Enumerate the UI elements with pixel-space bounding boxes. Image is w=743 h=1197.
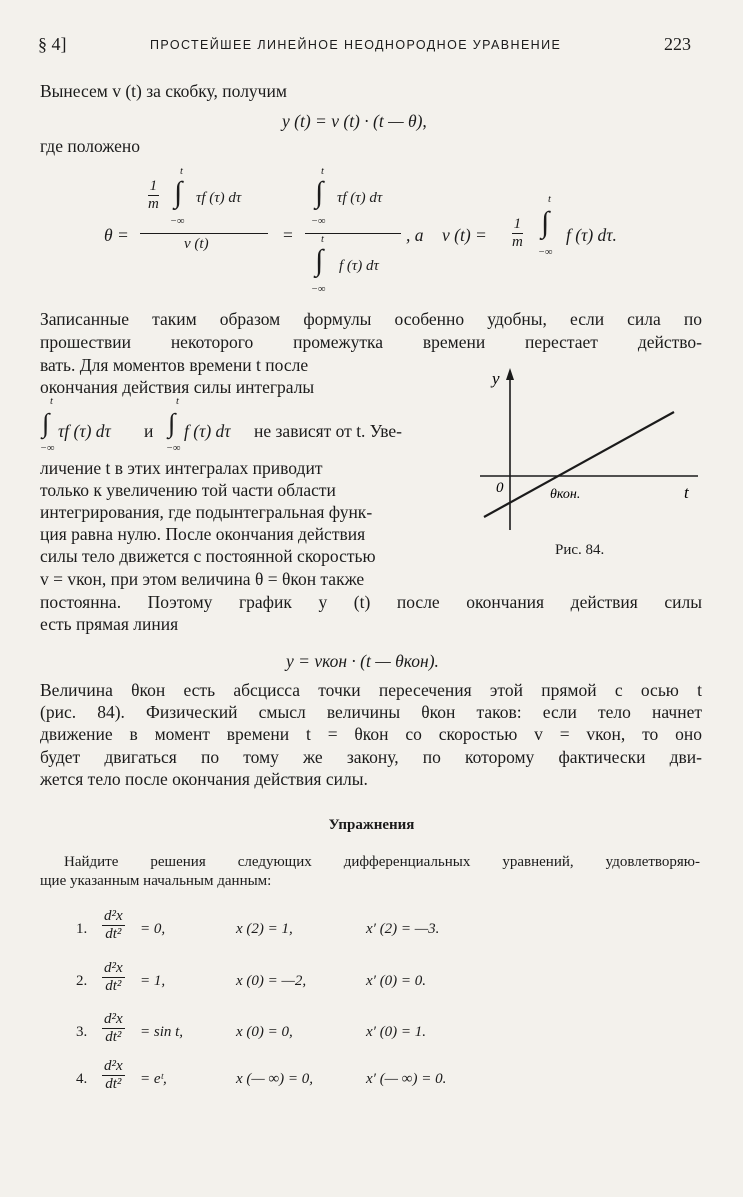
- initial-condition-x: x (— ∞) = 0,: [236, 1071, 314, 1087]
- fraction-num: d²x: [104, 1011, 123, 1027]
- equals-sign: =: [283, 225, 293, 245]
- lower-limit: −∞: [311, 216, 326, 227]
- int2-sign: ∫: [168, 408, 176, 438]
- para2-line-5: жется тело после окончания действия силы.: [40, 769, 368, 789]
- integral-sign: ∫: [315, 176, 324, 209]
- upper-limit: t: [321, 166, 324, 177]
- integral-sign: ∫: [174, 176, 183, 209]
- t-axis-label: t: [684, 483, 689, 502]
- origin-label: 0: [496, 480, 504, 496]
- int1-upper: t: [50, 396, 53, 407]
- coef-1-over-m: [146, 178, 161, 213]
- derivative-fraction: [102, 960, 125, 995]
- exercise-number: 1.: [76, 921, 88, 937]
- initial-condition-x: x (2) = 1,: [236, 921, 293, 937]
- para1-wrap-3: не зависят от t. Уве-: [254, 421, 402, 441]
- fraction-den: dt²: [105, 1076, 122, 1092]
- int1-integrand: τf (τ) dτ: [58, 421, 111, 441]
- integrand: τf (τ) dτ: [196, 190, 242, 206]
- fraction-den: dt²: [105, 926, 122, 942]
- intro-line2: где положено: [40, 136, 141, 156]
- rhs: = 0,: [140, 921, 166, 937]
- equation-y-of-t: y (t) = v (t) · (t — θ),: [282, 111, 427, 131]
- lower-limit: −∞: [311, 284, 326, 295]
- para1-wrap-8: силы тело движется с постоянной скоростью: [40, 546, 376, 566]
- para1-wrap-1: вать. Для моментов времени t после: [40, 355, 309, 375]
- y-axis-label: y: [492, 369, 500, 388]
- figure-84: [470, 360, 710, 570]
- v-lhs: v (t) =: [442, 225, 487, 245]
- fraction-num: d²x: [104, 908, 123, 924]
- para1-wrap-2: окончания действия силы интегралы: [40, 377, 315, 397]
- initial-condition-xprime: x′ (2) = —3.: [366, 921, 440, 937]
- int2-integrand: f (τ) dτ: [184, 421, 231, 441]
- lower-limit: −∞: [170, 216, 185, 227]
- para1-wrap-6: интегрирования, где подынтегральная функ-: [40, 502, 373, 522]
- fraction-num: d²x: [104, 1058, 123, 1074]
- initial-condition-xprime: x′ (0) = 0.: [366, 973, 427, 989]
- y-axis-arrow: [506, 368, 514, 380]
- para1-wrap-5: только к увеличению той части области: [40, 480, 336, 500]
- coef-den: m: [148, 196, 159, 212]
- upper-limit: t: [180, 166, 183, 177]
- v-coef: [510, 216, 525, 251]
- theta-kon-label: θкон.: [550, 487, 581, 502]
- para2-line-3: движение в момент времени t = θкон со скоростью v = vкон, то оно: [40, 724, 702, 744]
- rhs: = 1,: [140, 973, 166, 989]
- initial-condition-xprime: x′ (— ∞) = 0.: [366, 1071, 447, 1087]
- para1-line-1: Записанные таким образом формулы особенно удобны, если сила по: [40, 309, 702, 329]
- v-integral-sign: ∫: [541, 206, 550, 239]
- v-lower-limit: −∞: [538, 247, 553, 258]
- para1-wrap-7: ция равна нулю. После окончания действия: [40, 524, 366, 544]
- exercise-number: 3.: [76, 1024, 88, 1040]
- fraction-bar: [140, 233, 268, 234]
- initial-condition-x: x (0) = —2,: [236, 973, 307, 989]
- exercises-intro-1: Найдите решения следующих дифференциальных уравнений, удовлетворяю-: [64, 854, 700, 870]
- coef-den: m: [512, 234, 523, 250]
- rhs: = sin t,: [140, 1024, 184, 1040]
- para2-line-1: Величина θкон есть абсцисса точки пересечения этой прямой с осью t: [40, 680, 702, 700]
- denominator: v (t): [184, 236, 209, 252]
- initial-condition-x: x (0) = 0,: [236, 1024, 293, 1040]
- derivative-fraction: [102, 1011, 125, 1046]
- v-upper-limit: t: [548, 194, 551, 205]
- para1-end-1: постоянна. Поэтому график y (t) после окончания действия силы: [40, 592, 702, 612]
- int1-lower: −∞: [40, 443, 55, 454]
- fraction-bar: [305, 233, 401, 234]
- exercises-intro-2: щие указанным начальным данным:: [40, 873, 272, 889]
- v-integrand: f (τ) dτ.: [566, 225, 617, 245]
- equation-line: y = vкон · (t — θкон).: [286, 651, 439, 671]
- int2-lower: −∞: [166, 443, 181, 454]
- numerator-integrand: τf (τ) dτ: [337, 190, 383, 206]
- fraction-num: d²x: [104, 960, 123, 976]
- page-number: 223: [664, 34, 691, 54]
- derivative-fraction: [102, 1058, 125, 1093]
- figure-84-graphic: [470, 360, 710, 570]
- para1-wrap-4: личение t в этих интегралах приводит: [40, 458, 323, 478]
- initial-condition-xprime: x′ (0) = 1.: [366, 1024, 427, 1040]
- figure-caption: Рис. 84.: [555, 542, 605, 558]
- intro-line1: Вынесем v (t) за скобку, получим: [40, 81, 287, 101]
- para2-line-4: будет двигаться по тому же закону, по которому фактически дви-: [40, 747, 702, 767]
- fraction-den: dt²: [105, 1029, 122, 1045]
- coef-num: 1: [149, 178, 158, 194]
- coef-num: 1: [513, 216, 522, 232]
- running-title: ПРОСТЕЙШЕЕ ЛИНЕЙНОЕ НЕОДНОРОДНОЕ УРАВНЕНИЕ: [150, 38, 562, 52]
- para1-line-2: прошествии некоторого промежутка времени перестает действо-: [40, 332, 702, 352]
- section-number: § 4]: [38, 34, 67, 54]
- upper-limit: t: [321, 234, 324, 245]
- int1-sign: ∫: [42, 408, 50, 438]
- int2-upper: t: [176, 396, 179, 407]
- para1-end-2: есть прямая линия: [40, 614, 179, 634]
- int-conj: и: [144, 421, 154, 441]
- rhs: = eᵗ,: [140, 1071, 167, 1087]
- theta-lhs: θ =: [104, 225, 129, 245]
- para2-line-2: (рис. 84). Физический смысл величины θкон таков: если тело начнет: [40, 702, 702, 722]
- derivative-fraction: [102, 908, 125, 943]
- integral-sign: ∫: [315, 244, 324, 277]
- fraction-den: dt²: [105, 978, 122, 994]
- exercise-number: 2.: [76, 973, 88, 989]
- para1-wrap-9: v = vкон, при этом величина θ = θкон также: [40, 569, 365, 589]
- denominator-integrand: f (τ) dτ: [339, 258, 379, 274]
- conjunction-a: , а: [406, 225, 424, 245]
- exercise-number: 4.: [76, 1071, 88, 1087]
- exercises-heading: Упражнения: [328, 817, 415, 833]
